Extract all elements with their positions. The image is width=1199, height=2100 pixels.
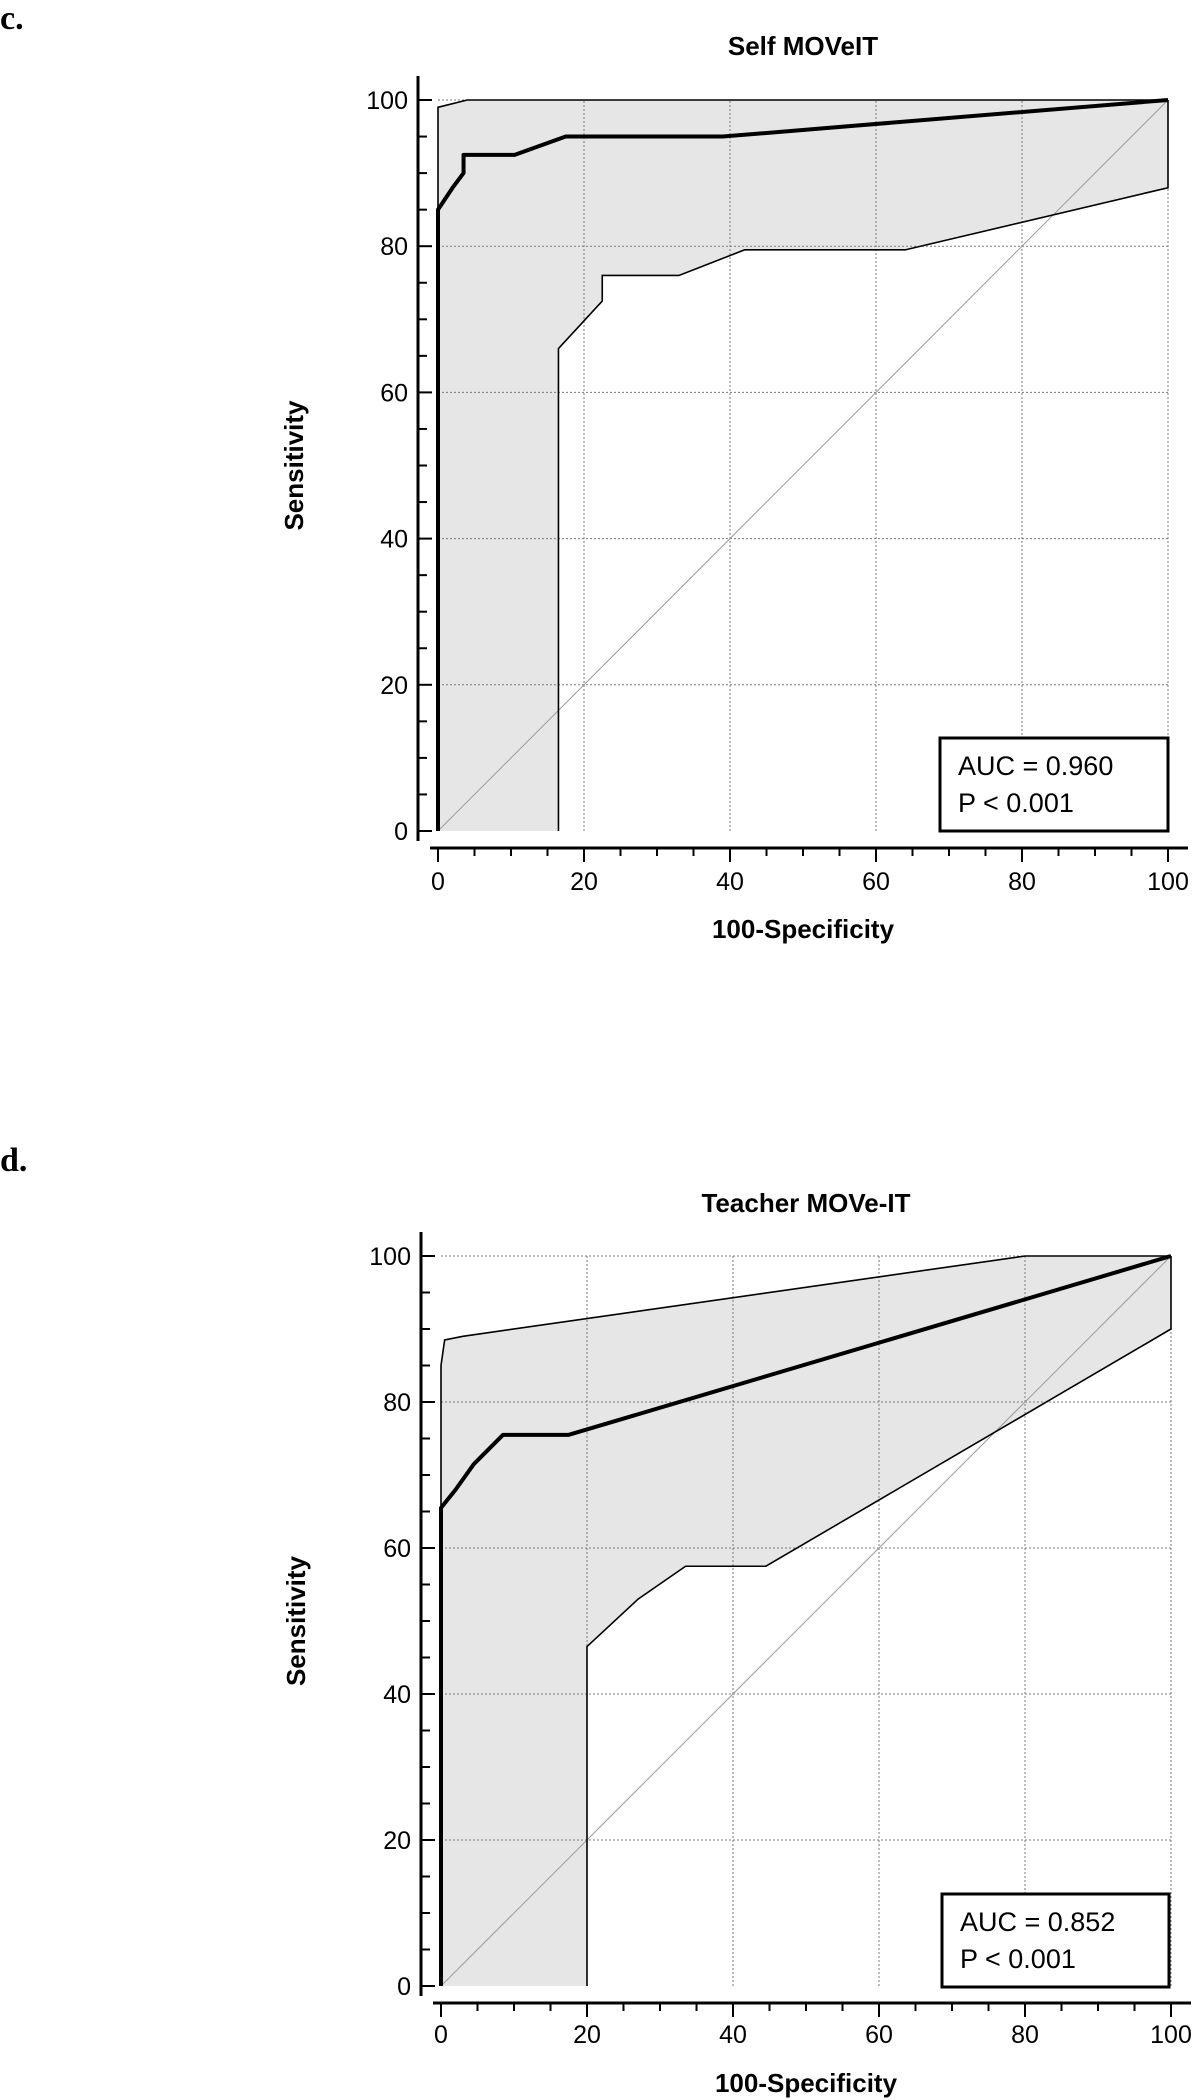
y-tick-label: 40 (380, 525, 408, 554)
y-tick-label: 60 (383, 1535, 411, 1563)
y-tick-label: 100 (366, 87, 408, 115)
x-tick-label: 0 (434, 2021, 448, 2049)
y-axis-label: Sensitivity (279, 400, 309, 531)
y-tick-label: 100 (369, 1243, 411, 1271)
y-tick-label: 80 (383, 1389, 411, 1417)
x-tick-label: 20 (573, 2021, 601, 2049)
p-value: P < 0.001 (960, 1944, 1076, 1974)
x-tick-label: 40 (719, 2021, 747, 2049)
x-tick-label: 100 (1150, 2021, 1192, 2049)
y-tick-label: 60 (380, 379, 408, 408)
y-tick-label: 40 (383, 1681, 411, 1709)
x-tick-label: 20 (570, 868, 598, 896)
x-tick-label: 40 (716, 868, 744, 896)
x-tick-label: 0 (431, 868, 445, 896)
chart-title: Teacher MOVe-IT (701, 1188, 911, 1218)
x-tick-label: 100 (1147, 868, 1189, 896)
auc-value: AUC = 0.852 (960, 1907, 1116, 1937)
y-tick-label: 20 (383, 1827, 411, 1855)
panel-label: d. (0, 1142, 28, 1179)
y-tick-label: 80 (380, 233, 408, 262)
y-axis-label: Sensitivity (281, 1555, 311, 1687)
x-tick-label: 80 (1011, 2021, 1039, 2049)
x-axis-label: 100-Specificity (714, 2068, 898, 2098)
roc-chart-teacher-moveit (0, 1050, 1199, 2100)
x-tick-label: 80 (1008, 868, 1036, 896)
chart-title: Self MOVeIT (727, 31, 879, 61)
x-axis-label: 100-Specificity (711, 914, 895, 944)
y-tick-label: 0 (397, 1973, 411, 2001)
panel-label: c. (0, 0, 24, 37)
x-tick-label: 60 (865, 2021, 893, 2049)
auc-value: AUC = 0.960 (958, 751, 1114, 781)
x-tick-label: 60 (862, 868, 890, 896)
roc-panel-d (0, 1050, 1199, 2100)
y-tick-label: 0 (394, 818, 408, 846)
p-value: P < 0.001 (958, 788, 1074, 818)
y-tick-label: 20 (380, 671, 408, 700)
